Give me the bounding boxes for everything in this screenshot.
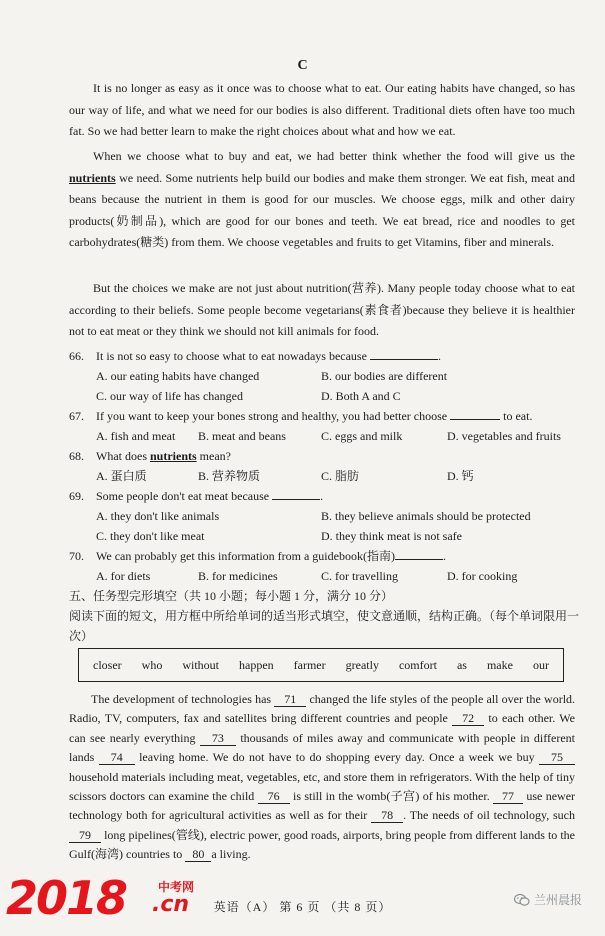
option-69c[interactable]: C. they don't like meat bbox=[96, 529, 205, 543]
question-67: 67. If you want to keep your bones strong and healthy, you had better choose to eat. bbox=[69, 406, 579, 426]
option-66c[interactable]: C. our way of life has changed bbox=[96, 389, 243, 403]
option-70b[interactable]: B. for medicines bbox=[198, 569, 278, 583]
option-70c[interactable]: C. for travelling bbox=[321, 569, 398, 583]
option-68c[interactable]: C. 脂肪 bbox=[321, 469, 360, 483]
word-bank-item: as bbox=[456, 657, 467, 672]
word-bank-item: happen bbox=[239, 657, 274, 672]
blank-72[interactable]: 72 bbox=[452, 712, 484, 726]
option-67a[interactable]: A. fish and meat bbox=[96, 429, 176, 443]
blank-71[interactable]: 71 bbox=[274, 693, 306, 707]
question-66: 66. It is not so easy to choose what to eat nowadays because . bbox=[69, 346, 579, 366]
blank-80[interactable]: 80 bbox=[185, 848, 211, 862]
wechat-icon bbox=[514, 893, 530, 907]
reading-paragraph-2: When we choose what to buy and eat, we had better think whether the food will give us the nutrients we need. Some nutrients help build our bodies and make them stronger. We eat fish, meat and beans because the nutrient in them is good for our muscles. We choose eggs, milk and other dairy products(奶制品), which are good for our bones and teeth. We eat bread, rice and noodles to get carbohydrates(糖类) from them. We choose vegetables and fruits to get Vitamins, fiber and minerals. bbox=[69, 149, 575, 250]
logo-domain: .cn bbox=[152, 892, 190, 917]
watermark bbox=[514, 891, 582, 908]
option-69d[interactable]: D. they think meat is not safe bbox=[321, 529, 462, 543]
blank-75[interactable]: 75 bbox=[539, 751, 575, 765]
option-66b[interactable]: B. our bodies are different bbox=[321, 369, 448, 383]
option-68b[interactable]: B. 营养物质 bbox=[198, 469, 261, 483]
watermark-text: 兰州晨报 bbox=[534, 893, 583, 907]
word-bank-item: greatly bbox=[345, 657, 379, 672]
option-66a[interactable]: A. our eating habits have changed bbox=[96, 369, 260, 383]
option-68d[interactable]: D. 钙 bbox=[447, 469, 474, 483]
blank-73[interactable]: 73 bbox=[200, 732, 236, 746]
blank-79[interactable]: 79 bbox=[69, 829, 101, 843]
blank-78[interactable]: 78 bbox=[371, 809, 403, 823]
blank-77[interactable]: 77 bbox=[493, 790, 523, 804]
reading-paragraph-3: But the choices we make are not just about nutrition(营养). Many people today choose what to eat according to their beliefs. Some people become vegetarians(素食者)because they believe it is healthier not to eat meat or they think we should not kill animals for food. bbox=[69, 281, 575, 339]
cloze-passage: The development of technologies has 71 changed the life styles of the people all over the world. Radio, TV, computers, fax and satellites bring different countries and people 72 to each other. We can see nearly everything 73 thousands of miles away and communicate with people in different lands 74 leaving home. We do not have to do shopping every day. Once a week we buy 75 household materials including meat, vegetables, etc, and store them in refrigerators. With the help of tiny scissors doctors can examine the child 76 is still in the womb(子宫) of his mother. 77 use newer technology both for agricultural activities as well as for their 78 . The needs of oil technology, such 79 long pipelines(管线), electric power, good roads, airports, bring people from different lands to the Gulf(海湾) countries to 80 a living. bbox=[69, 692, 576, 862]
word-bank-item: who bbox=[141, 657, 163, 672]
option-69a[interactable]: A. they don't like animals bbox=[96, 509, 220, 523]
keyword-nutrients: nutrients bbox=[69, 170, 116, 185]
word-bank-item: make bbox=[486, 657, 513, 672]
reading-paragraph-1: It is no longer as easy as it once was to choose what to eat. Our eating habits have changed, so has our way of life, and what we need for our bodies is also different. Traditional diets often have too much fat. So we had better learn to make the right choices about what and how we eat. bbox=[69, 81, 575, 139]
option-67b[interactable]: B. meat and beans bbox=[198, 429, 286, 443]
word-bank-item: our bbox=[532, 657, 549, 672]
logo-number: 2018 bbox=[6, 871, 127, 925]
logo-site-name: 中考网 bbox=[158, 880, 195, 894]
blank-74[interactable]: 74 bbox=[99, 751, 135, 765]
question-70: 70. We can probably get this information from a guidebook(指南) . bbox=[69, 546, 579, 566]
part5-heading: 五、任务型完形填空（共 10 小题；每小题 1 分，满分 10 分） bbox=[69, 589, 394, 603]
word-bank-box bbox=[78, 648, 564, 682]
part5-instruction: 阅读下面的短文，用方框中所给单词的适当形式填空，使文意通顺，结构正确。（每个单词限用一次） bbox=[69, 609, 580, 643]
page-number-info: 英语（A） 第 6 页 （共 8 页） bbox=[213, 900, 392, 914]
question-69: 69. Some people don't eat meat because . bbox=[69, 486, 579, 506]
option-67d[interactable]: D. vegetables and fruits bbox=[447, 429, 561, 443]
option-70d[interactable]: D. for cooking bbox=[447, 569, 518, 583]
word-bank-item: farmer bbox=[293, 657, 326, 672]
option-67c[interactable]: C. eggs and milk bbox=[321, 429, 403, 443]
word-bank-item: comfort bbox=[398, 657, 437, 672]
answer-blank[interactable] bbox=[272, 486, 320, 500]
word-bank-item: closer bbox=[93, 657, 122, 672]
answer-blank[interactable] bbox=[450, 406, 500, 420]
section-title: C bbox=[297, 58, 308, 73]
question-68: 68. What does nutrients mean? bbox=[69, 449, 231, 463]
answer-blank[interactable] bbox=[370, 346, 438, 360]
keyword-nutrients: nutrients bbox=[149, 449, 197, 463]
option-69b[interactable]: B. they believe animals should be protected bbox=[321, 509, 531, 523]
answer-blank[interactable] bbox=[395, 546, 443, 560]
blank-76[interactable]: 76 bbox=[258, 790, 290, 804]
option-68a[interactable]: A. 蛋白质 bbox=[96, 469, 147, 483]
option-70a[interactable]: A. for diets bbox=[96, 569, 151, 583]
word-bank-item: without bbox=[182, 657, 219, 672]
option-66d[interactable]: D. Both A and C bbox=[321, 389, 401, 403]
